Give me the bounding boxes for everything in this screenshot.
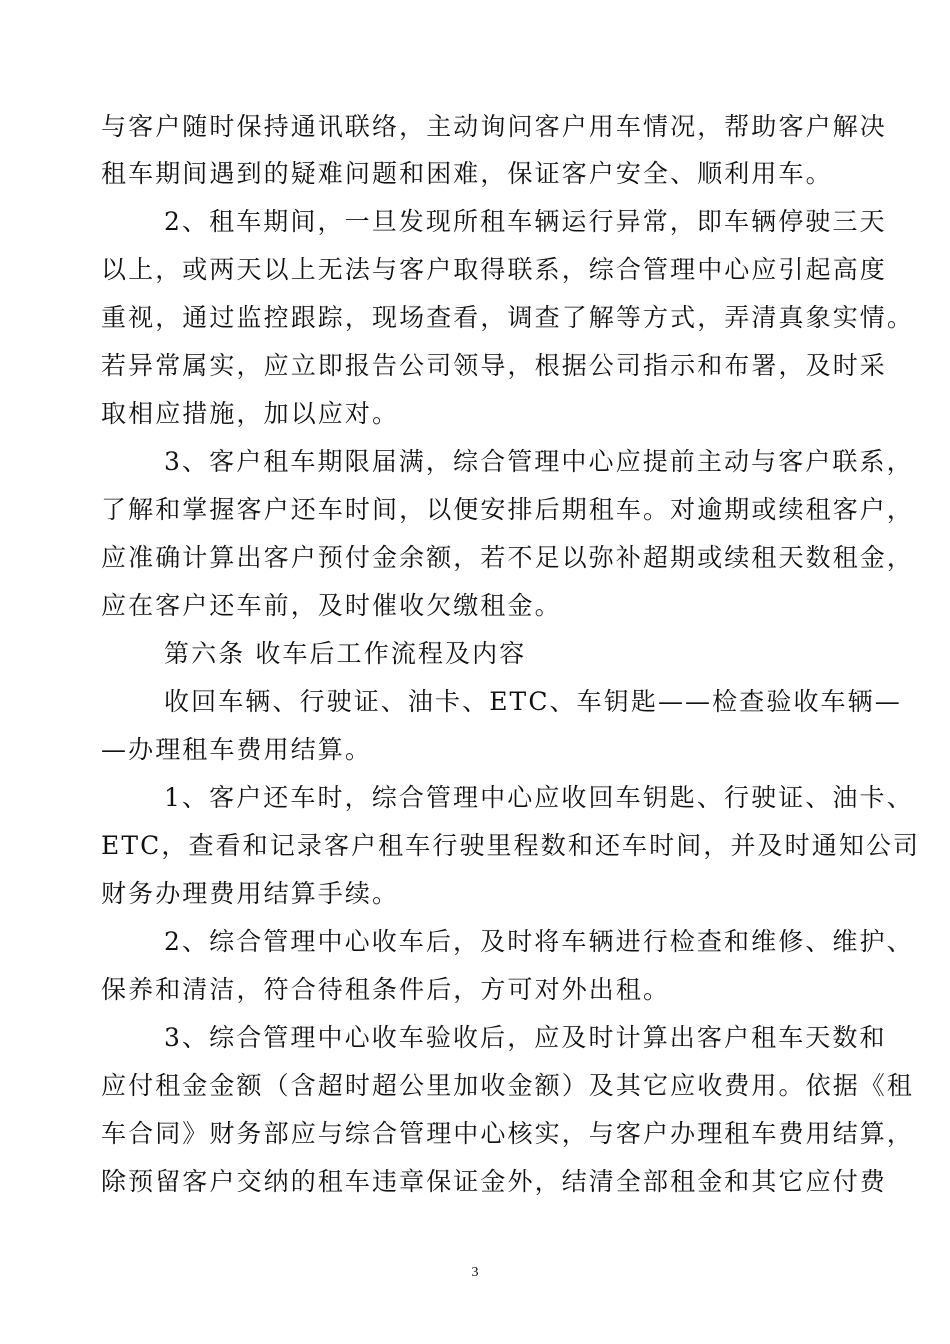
- text-line: 应付租金金额（含超时超公里加收金额）及其它应收费用。依据《租: [101, 1071, 915, 1100]
- text-line: 与客户随时保持通讯联络，主动询问客户用车情况，帮助客户解决: [101, 112, 887, 141]
- text-line: 3、客户租车期限届满，综合管理中心应提前主动与客户联系，: [164, 447, 914, 476]
- section-heading: 第六条 收车后工作流程及内容: [164, 639, 527, 668]
- text-line: —办理租车费用结算。: [101, 735, 373, 764]
- text-line: 若异常属实，应立即报告公司领导，根据公司指示和布署，及时采: [101, 351, 887, 380]
- text-line: ETC，查看和记录客户租车行驶里程数和还车时间，并及时通知公司: [101, 831, 921, 860]
- text-line: 车合同》财务部应与综合管理中心核实，与客户办理租车费用结算，: [101, 1119, 915, 1148]
- text-line: 了解和掌握客户还车时间，以便安排后期租车。对逾期或续租客户，: [101, 495, 915, 524]
- text-line: 财务办理费用结算手续。: [101, 879, 400, 908]
- text-line: 重视，通过监控跟踪，现场查看，调查了解等方式，弄清真象实情。: [101, 303, 915, 332]
- text-line: 收回车辆、行驶证、油卡、ETC、车钥匙——检查验收车辆—: [164, 687, 902, 716]
- text-line: 1、客户还车时，综合管理中心应收回车钥匙、行驶证、油卡、: [164, 783, 914, 812]
- text-line: 以上，或两天以上无法与客户取得联系，综合管理中心应引起高度: [101, 255, 887, 284]
- text-line: 保养和清洁，符合待租条件后，方可对外出租。: [101, 975, 671, 1004]
- text-line: 取相应措施，加以应对。: [101, 399, 400, 428]
- text-line: 除预留客户交纳的租车违章保证金外，结清全部租金和其它应付费: [101, 1167, 887, 1196]
- page-number: 3: [471, 1265, 479, 1280]
- text-line: 租车期间遇到的疑难问题和困难，保证客户安全、顺利用车。: [101, 159, 833, 188]
- text-line: 应准确计算出客户预付金余额，若不足以弥补超期或续租天数租金，: [101, 543, 915, 572]
- text-line: 2、综合管理中心收车后，及时将车辆进行检查和维修、维护、: [164, 927, 914, 956]
- text-line: 2、租车期间，一旦发现所租车辆运行异常，即车辆停驶三天: [164, 207, 887, 236]
- text-line: 3、综合管理中心收车验收后，应及时计算出客户租车天数和: [164, 1023, 887, 1052]
- text-line: 应在客户还车前，及时催收欠缴租金。: [101, 591, 562, 620]
